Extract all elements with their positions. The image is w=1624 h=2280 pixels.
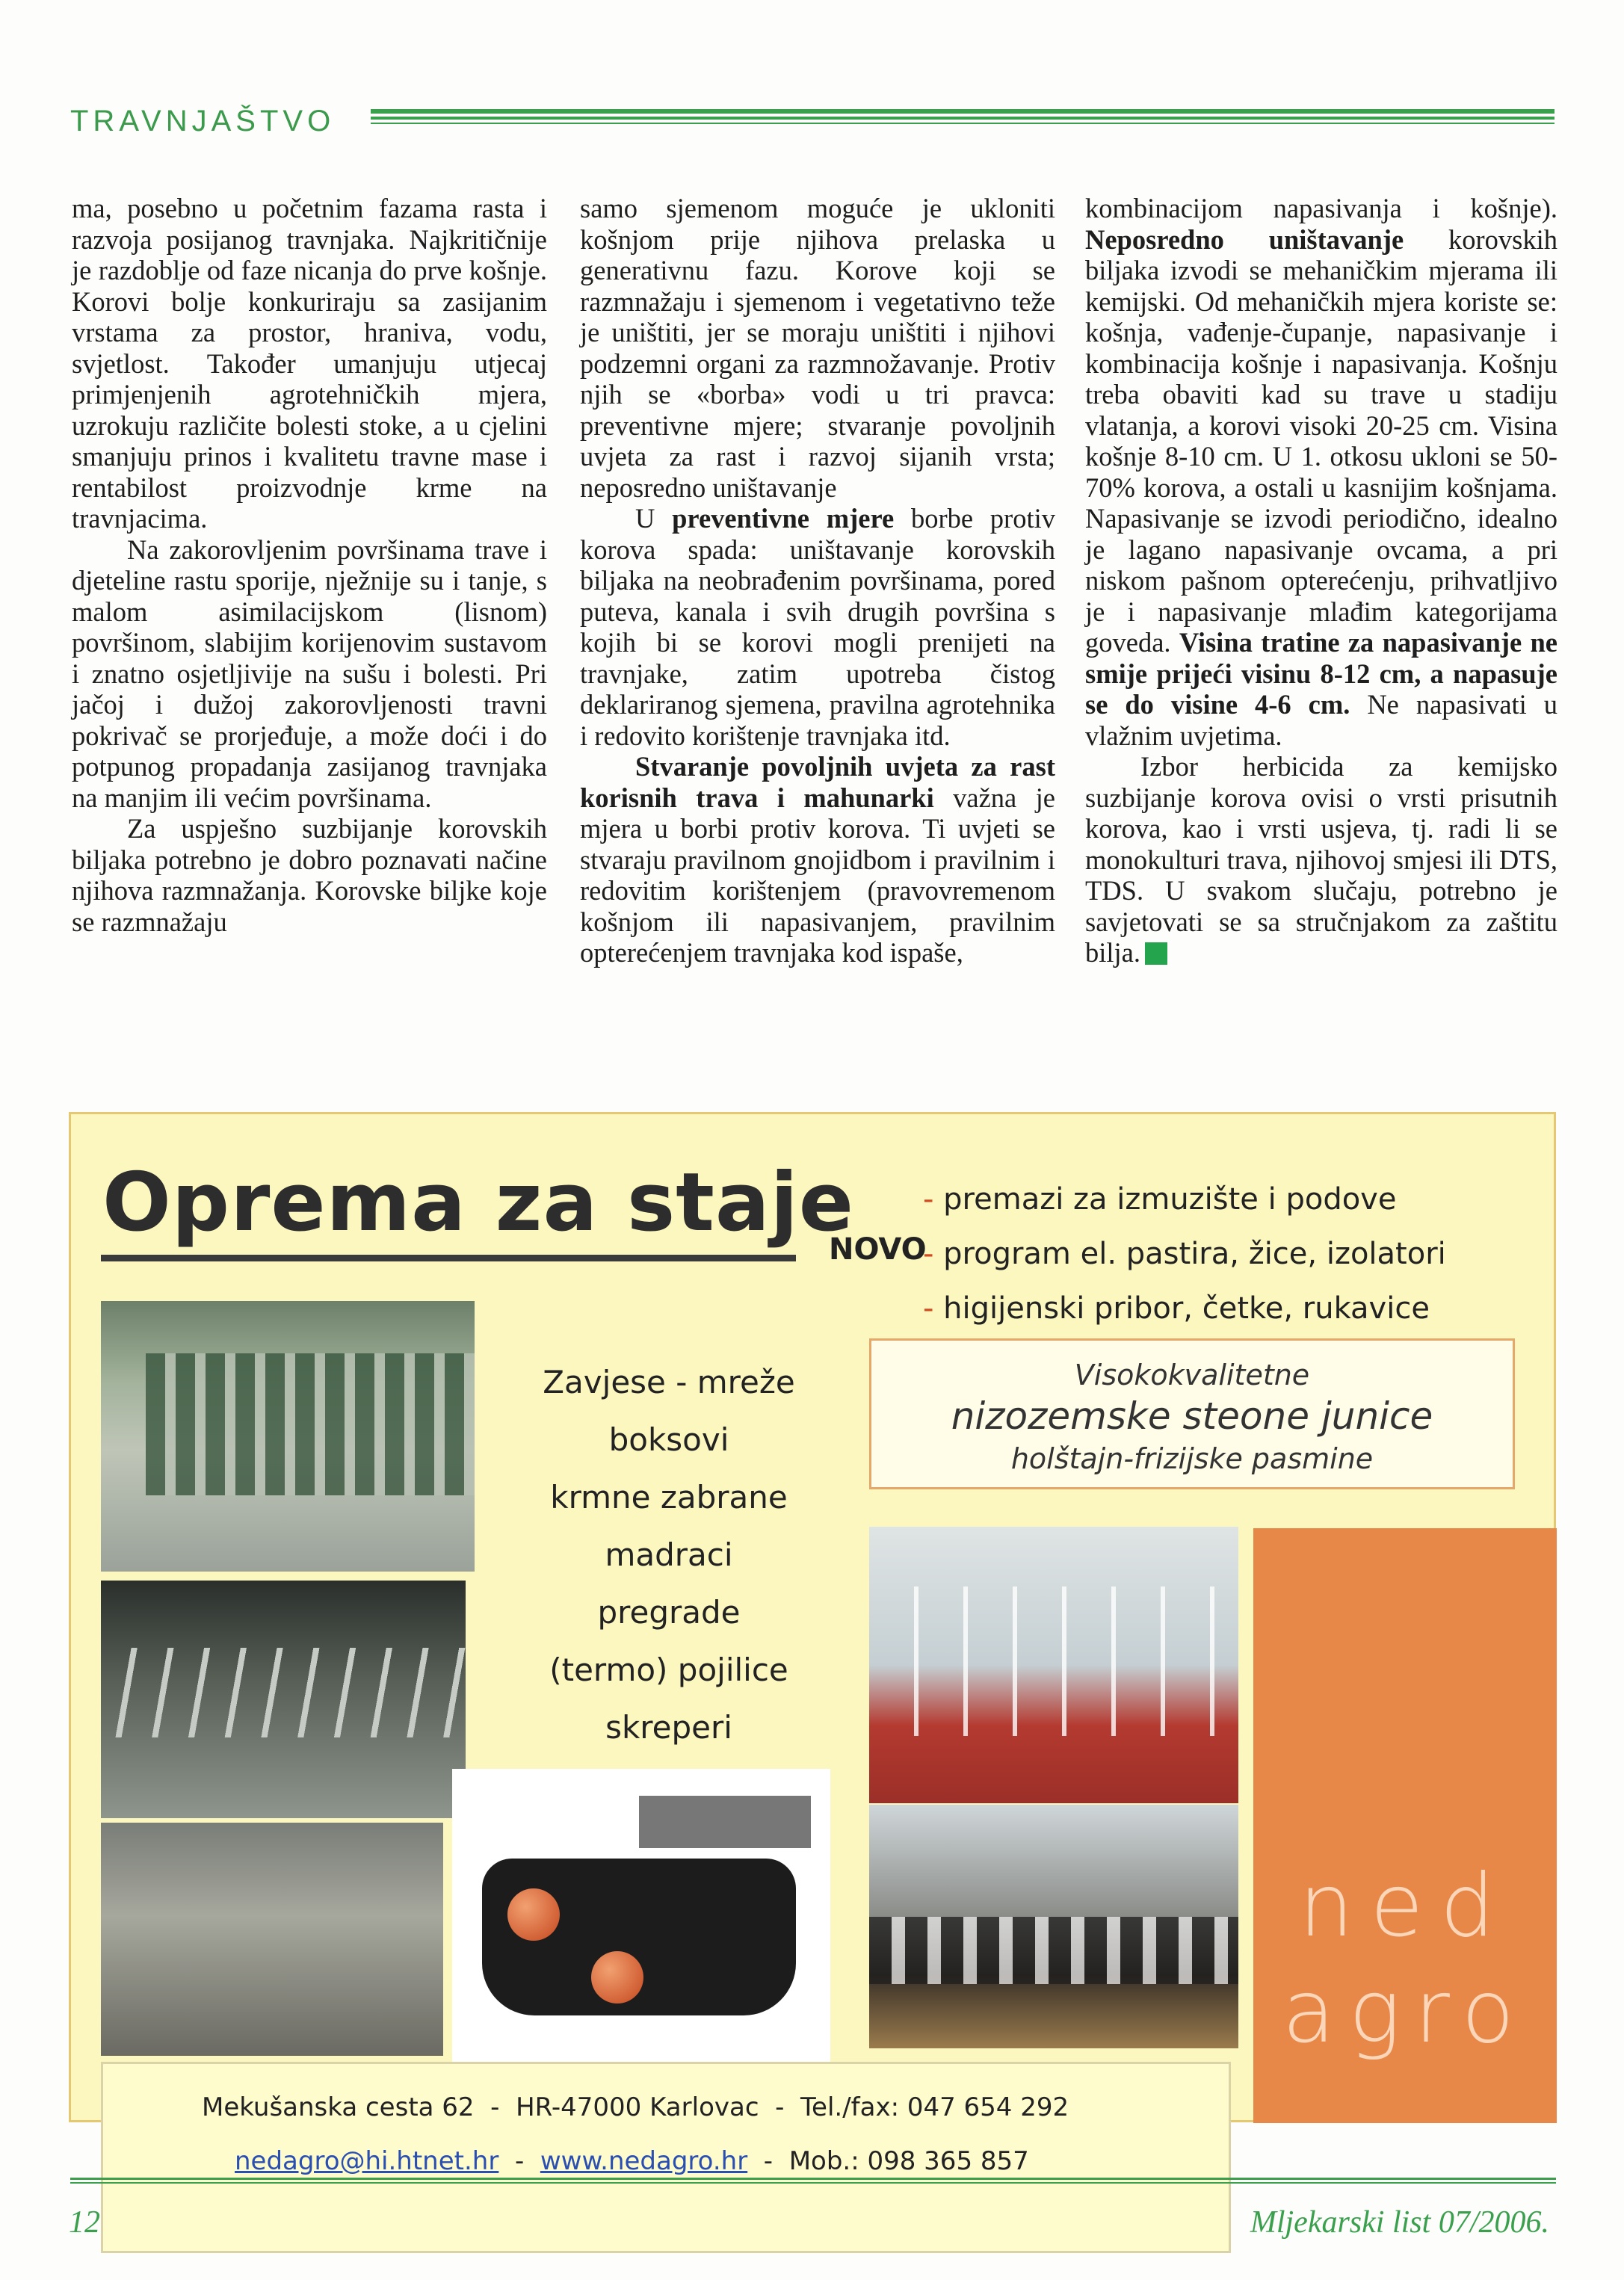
cows-feeding-photo (869, 1805, 1238, 2048)
ad-title-underline (101, 1255, 796, 1261)
paragraph: kombinacijom napasivanja i košnje). Neposredno uništavanje korovskih biljaka izvodi se mehaničkim mjerama ili kemijski. Od mehaničkih mjera koriste se: košnja, vađenje-čupanje, napasivanje i kombinacija košnje i napasivanja. Košnju treba obaviti kad su trave u stadiju vlatanja, a korovi visoki 20-25 cm. Visina košnje 8-10 cm. U 1. otkosu ukloni se 50-70% korova, a ostali u kasnijim košnjama. Napasivanje se izvodi periodično, idealno je lagano napasivanje ovcama, a pri niskom pašnom opterećenju, prihvatljivo je i napasivanje mlađim kategorijama goveda. Visina tratine za napasivanje ne smije prijeći visinu 8-12 cm, a napasuje se do visine 4-6 cm. Ne napasivati u vlažnim uvjetima. (1085, 193, 1558, 751)
contact-box (101, 2062, 1231, 2253)
bold-term: Stvaranje povoljnih uvjeta za rast korisnih trava i mahunarki (580, 751, 1055, 813)
brand-word: agro (1282, 1962, 1528, 2063)
paragraph: U preventivne mjere borbe protiv korova spada: uništavanje korovskih biljaka na neobrađenim površinama, pored puteva, kanala i svih drugih površina s kojih bi se korovi mogli prenijeti na travnjake, zatim upotreba čistog deklariranog sjemena, pravilna agrotehnika i redovito korištenje travnjaka itd. (580, 503, 1055, 751)
novo-label: NOVO (829, 1232, 927, 1267)
list-item: boksovi (608, 1421, 729, 1458)
section-title: TRAVNJAŠTVO (70, 105, 336, 138)
email-link[interactable]: nedagro@hi.htnet.hr (235, 2146, 499, 2176)
website-link[interactable]: www.nedagro.hr (540, 2146, 748, 2176)
bold-term: Neposredno uništavanje (1085, 223, 1404, 255)
article-column-3 (1085, 193, 1557, 968)
footer-rule (70, 2178, 1556, 2185)
cubicle-rails-photo (101, 1581, 466, 1818)
paragraph: Izbor herbicida za kemijsko suzbijanje korova ovisi o vrsti prisutnih korova, kao i vrsti usjeva, tj. radi li se monokulturi trava, njihovoj smjesi ili DTS, TDS. U svakom slučaju, potrebno je savjetovati se sa stručnjakom za zaštitu bilja. (1085, 751, 1557, 968)
list-item: skreperi (605, 1709, 732, 1746)
stall-dividers-photo (869, 1527, 1238, 1803)
list-item: - higijenski pribor, četke, rukavice (923, 1291, 1430, 1326)
bold-term: preventivne mjere (672, 503, 895, 534)
paragraph: samo sjemenom moguće je ukloniti košnjom prije njihova prelaska u generativnu fazu. Korove koji se razmnažaju i sjemenom i vegetativno teže je uništiti, jer se moraju uništiti i njihovi podzemni organi za razmnožavanje. Protiv njih se «borba» vodi u tri pravca: preventivne mjere; stvaranje povoljnih uvjeta za rast i razvoj sijanih vrsta; neposredno uništavanje (580, 193, 1055, 503)
contact-address-row: Mekušanska cesta 62 - HR-47000 Karlovac - Tel./fax: 047 654 292 (202, 2092, 1069, 2122)
header-rule (371, 109, 1554, 129)
list-item: Zavjese - mreže (543, 1364, 795, 1400)
water-bowl-photo (452, 1769, 830, 2062)
novo-list (923, 1173, 1446, 1336)
publication-name: Mljekarski list 07/2006. (1250, 2205, 1549, 2240)
list-item: madraci (605, 1536, 733, 1573)
article-column-2 (580, 193, 1055, 968)
offer-headline: nizozemske steone junice (951, 1394, 1433, 1438)
list-item: pregrade (597, 1594, 741, 1631)
scraper-floor-photo (101, 1823, 443, 2056)
nedagro-logo-panel (1253, 1528, 1557, 2123)
brand-word: ned (1298, 1856, 1512, 1956)
bold-term: Visina tratine za napasivanje ne smije prijeći visinu 8-12 cm, a napasuje se do visine 4-6 cm. (1085, 627, 1557, 720)
paragraph: Stvaranje povoljnih uvjeta za rast korisnih trava i mahunarki važna je mjera u borbi protiv korova. Ti uvjeti se stvaraju pravilnom gnojidbom i pravilnim i redovitim korištenjem (pravovremenom košnjom ili napasivanjem, pravilnim opterećenjem travnjaka kod ispaše, (580, 751, 1055, 968)
end-mark-icon (1145, 942, 1167, 965)
paragraph: Za uspješno suzbijanje korovskih biljaka potrebno je dobro poznavati načine njihova razmnažanja. Korovske biljke koje se razmnažaju (72, 813, 547, 937)
list-item: (termo) pojilice (549, 1652, 788, 1688)
list-item: - premazi za izmuzište i podove (923, 1182, 1397, 1217)
equipment-list (504, 1353, 833, 1756)
heifers-offer-box (869, 1338, 1515, 1489)
paragraph: Na zakorovljenim površinama trave i djeteline rastu sporije, nježnije su i tanje, s malom asimilacijskom (lisnom) površinom, slabijim korijenovim sustavom i znatno osjetljivije na sušu i bolesti. Pri jačoj i dužoj zakorovljenosti travni pokrivač se prorjeđuje, a može doći i do potpunog propadanja zasijanog travnjaka na manjim ili većim površinama. (72, 534, 547, 813)
offer-line: holštajn-frizijske pasmine (1010, 1442, 1374, 1475)
offer-line: Visokokvalitetne (1074, 1359, 1310, 1391)
list-item: - program el. pastira, žice, izolatori (923, 1237, 1446, 1271)
list-item: krmne zabrane (550, 1479, 788, 1516)
advertisement (69, 1112, 1556, 2176)
paragraph: ma, posebno u početnim fazama rasta i razvoja posijanog travnjaka. Najkritičnije je razdoblje od faze nicanja do prve košnje. Korovi bolje konkuriraju sa zasijanim vrstama za prostor, hraniva, vodu, svjetlost. Također umanjuju utjecaj primjenjenih agrotehničkih mjera, uzrokuju različite bolesti stoke, a u cjelini smanjuju prinos i kvalitetu travne mase i rentabilost proizvodnje krme na travnjacima. (72, 193, 547, 534)
ad-title: Oprema za staje (102, 1156, 855, 1249)
page-number: 12 (69, 2205, 100, 2240)
article-column-1 (72, 193, 547, 937)
contact-links-row: nedagro@hi.htnet.hr - www.nedagro.hr - Mob.: 098 365 857 (235, 2146, 1029, 2176)
barn-curtain-photo (101, 1301, 475, 1572)
